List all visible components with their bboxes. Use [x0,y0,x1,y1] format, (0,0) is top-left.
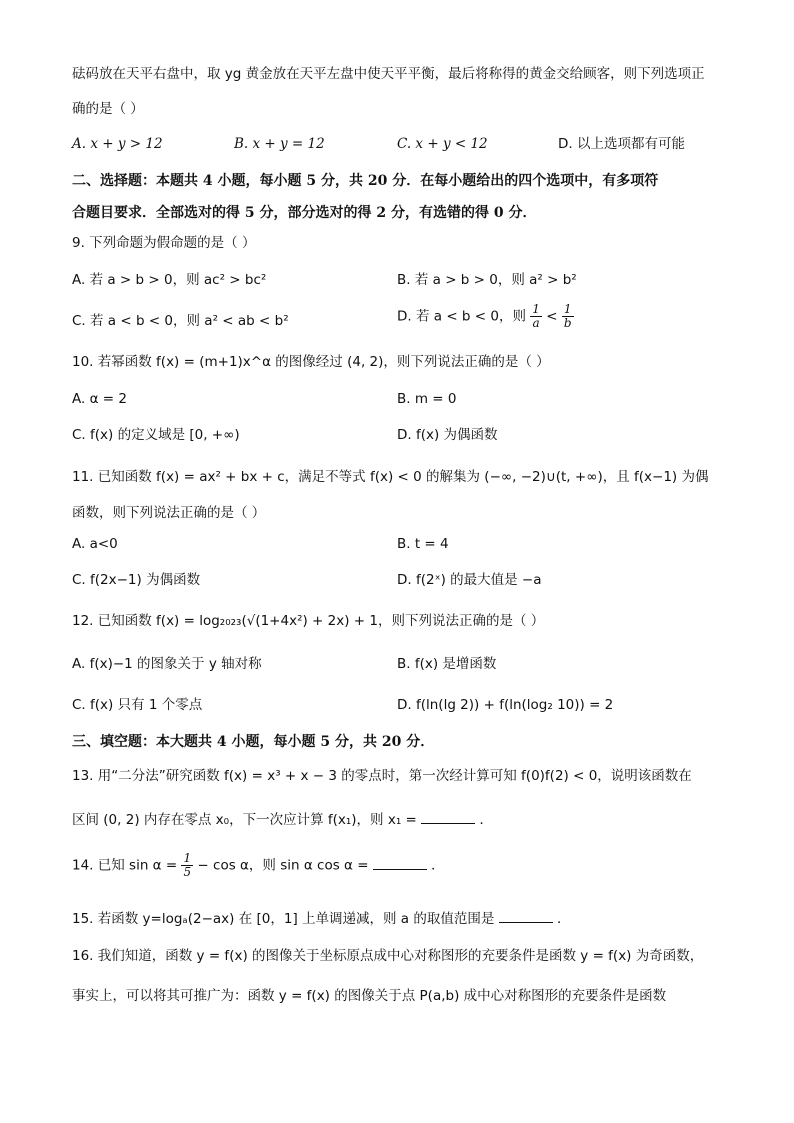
less-than-sign: < [546,308,558,325]
q12-option-c: C. f(x) 只有 1 个零点 [72,697,203,713]
q13-line1: 13. 用“二分法”研究函数 f(x) = x³ + x − 3 的零点时，第一次经计算可知 f(0)f(2) < 0，说明该函数在 [72,768,692,784]
q9-option-d-prefix: D. 若 a < b < 0，则 [397,308,526,325]
q8-option-c: C. x + y < 12 [397,136,488,152]
q9-option-d-fraction-2 [562,303,574,330]
q11-stem-line2: 函数，则下列说法正确的是（ ） [72,505,266,521]
q12-option-b: B. f(x) 是增函数 [397,656,497,672]
section3-heading: 三、填空题：本大题共 4 小题，每小题 5 分，共 20 分． [72,734,435,750]
q9-option-a: A. 若 a > b > 0，则 ac² > bc² [72,272,267,288]
q9-option-d-fraction-1 [530,303,542,330]
q8-option-b: B. x + y = 12 [234,136,325,152]
answer-blank [499,908,553,923]
q8-option-d: D. 以上选项都有可能 [558,136,685,152]
fraction-numerator: 1 [562,303,574,317]
period: ． [556,911,571,927]
q13-line2-text: 区间 (0, 2) 内存在零点 x₀，下一次应计算 f(x₁)，则 x₁ = [72,812,417,828]
q16-line2: 事实上，可以将其可推广为：函数 y = f(x) 的图像关于点 P(a,b) 成中心对称图形的充要条件是函数 [72,988,667,1004]
q11-option-c: C. f(2x−1) 为偶函数 [72,572,201,588]
q13-line2 [72,809,493,830]
answer-blank [421,809,475,824]
q9-stem: 9. 下列命题为假命题的是（ ） [72,235,256,251]
fraction-denominator: 5 [183,865,192,879]
q12-stem: 12. 已知函数 f(x) = log₂₀₂₃(√(1+4x²) + 2x) + 1，则下列说法正确的是（ ） [72,613,545,629]
q15-text: 15. 若函数 y=logₐ(2−ax) 在 [0，1] 上单调递减，则 a 的取值范围是 [72,911,495,927]
q14-prefix: 14. 已知 sin α = [72,857,178,874]
q12-option-d: D. f(ln(lg 2)) + f(ln(log₂ 10)) = 2 [397,697,614,713]
fraction-numerator: 1 [183,851,192,865]
q9-option-d [397,303,574,330]
period: ． [479,812,493,828]
fraction-numerator: 1 [532,302,540,316]
q11-option-d: D. f(2ˣ) 的最大值是 −a [397,572,542,588]
q15 [72,908,570,929]
q14-middle: − cos α，则 sin α cos α = [197,857,369,874]
q10-option-d: D. f(x) 为偶函数 [397,427,498,443]
q8-stem-line1: 砝码放在天平右盘中，取 yg 黄金放在天平左盘中使天平平衡，最后将称得的黄金交给顾客，则下列选项正 [72,66,705,82]
q16-line1: 16. 我们知道，函数 y = f(x) 的图像关于坐标原点成中心对称图形的充要条件是函数 y = f(x) 为奇函数， [72,948,704,964]
q12-option-a: A. f(x)−1 的图象关于 y 轴对称 [72,656,262,672]
q10-stem: 10. 若幂函数 f(x) = (m+1)x^α 的图像经过 (4, 2)，则下列说法正确的是（ ） [72,354,550,370]
q10-option-c: C. f(x) 的定义域是 [0, +∞) [72,427,240,443]
period: ． [431,857,445,874]
q11-option-b: B. t = 4 [397,536,449,552]
section2-heading-line2: 合题目要求．全部选对的得 5 分，部分选对的得 2 分，有选错的得 0 分． [72,205,537,221]
q8-stem-line2: 确的是（ ） [72,101,144,117]
answer-blank [373,855,427,870]
q9-option-c: C. 若 a < b < 0，则 a² < ab < b² [72,313,289,329]
section2-heading-line1: 二、选择题：本题共 4 小题，每小题 5 分，共 20 分．在每小题给出的四个选项中，有多项符 [72,173,659,189]
fraction-denominator: a [532,316,540,330]
q10-option-a: A. α = 2 [72,391,127,407]
fraction-denominator: b [563,316,572,330]
q10-option-b: B. m = 0 [397,391,457,407]
q14-fraction [181,852,193,879]
q11-stem-line1: 11. 已知函数 f(x) = ax² + bx + c，满足不等式 f(x) < 0 的解集为 (−∞, −2)∪(t, +∞)，且 f(x−1) 为偶 [72,469,709,485]
q8-option-a: A. x + y > 12 [72,136,163,152]
q11-option-a: A. a<0 [72,536,118,552]
q14 [72,852,445,879]
q9-option-b: B. 若 a > b > 0，则 a² > b² [397,272,577,288]
